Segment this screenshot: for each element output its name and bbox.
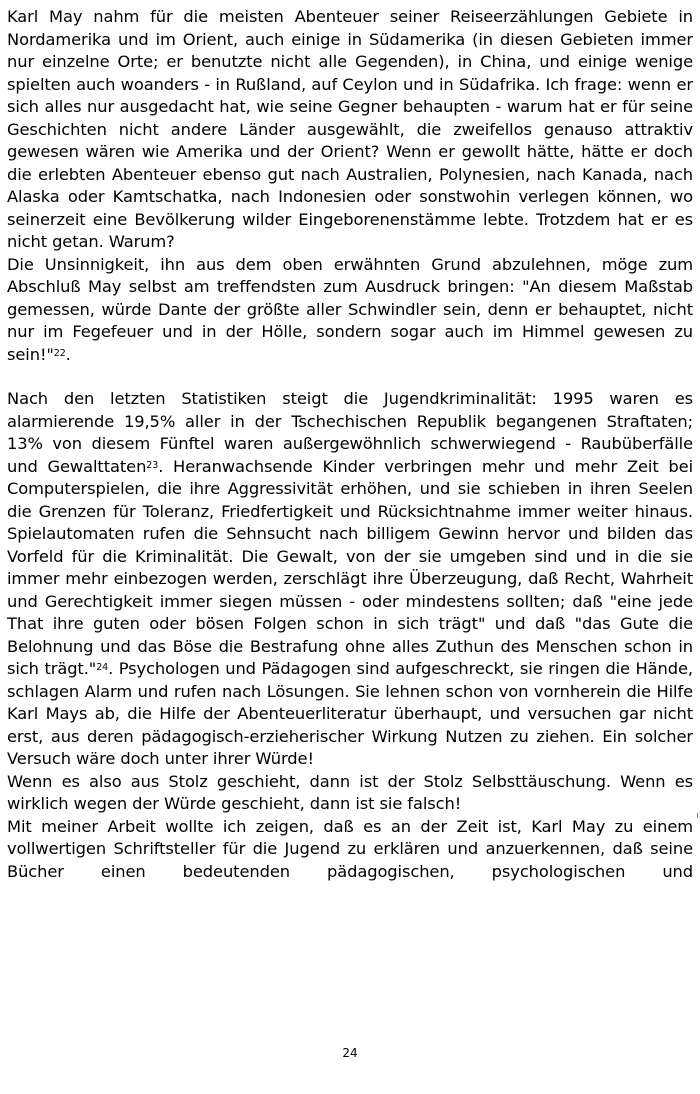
paragraph-5: Mit meiner Arbeit wollte ich zeigen, daß es an der Zeit ist, Karl May zu einem vollwertigen Schriftsteller für die Jugend zu erklären und anzuerkennen, daß seine Bücher einen bedeutenden pädagogischen, psychologischen und bbox=[7, 816, 693, 881]
paragraph-3 bbox=[7, 388, 693, 771]
page-number: 24 bbox=[342, 1046, 358, 1060]
footnote-ref-22: 22 bbox=[53, 347, 66, 359]
paragraph-4: Wenn es also aus Stolz geschieht, dann ist der Stolz Selbsttäuschung. Wenn es wirklich wegen der Würde geschieht, dann ist sie falsch! bbox=[7, 771, 693, 813]
paragraph-1: Karl May nahm für die meisten Abenteuer seiner Reiseerzählungen Gebiete in Nordamerika und im Orient, auch einige in Südamerika (in diesen Gebieten immer nur einzelne Orte; er benutzte nicht alle Gegenden), in China, und einige wenige spielten auch woanders - in Rußland, auf Ceylon und in Südafrika. Ich frage: wenn er sich alles nur ausgedacht hat, wie seine Gegner behaupten - warum hat er für seine Geschichten nicht andere Länder ausgewählt, die zweifellos genauso attraktiv gewesen wären wie Amerika und der Orient? Wenn er gewollt hätte, hätte er doch die erlebten Abenteuer ebenso gut nach Australien, Polynesien, nach Kanada, nach Alaska oder Kamtschatka, nach Indonesien oder sonstwohin verlegen können, wo seinerzeit eine Bevölkerung wilder Eingeborenenstämme lebte. Trotzdem hat er es nicht getan. Warum? bbox=[7, 7, 693, 251]
paragraph-2-text: Die Unsinnigkeit, ihn aus dem oben erwähnten Grund abzulehnen, möge zum Abschluß May selbst am treffendsten zum Ausdruck bringen: "An diesem Maßstab gemessen, würde Dante der größte aller Schwindler sein, denn er behauptet, nicht nur im Fegefeuer und in der Hölle, sondern sogar auch im Himmel gewesen zu sein!" bbox=[7, 254, 693, 364]
paragraph-gap bbox=[7, 366, 693, 388]
paragraph-3-text-a: Nach den letzten Statistiken steigt die Jugendkriminalität: 1995 waren es alarmierende 19,5% aller in der Tschechischen Republik begangenen Straftaten; 13% von diesem Fünftel waren außergewöhnlich schwerwiegend - Raubüberfälle und Gewalttaten bbox=[7, 389, 693, 476]
scan-edge-mark bbox=[697, 813, 698, 818]
paragraph-2 bbox=[7, 254, 693, 367]
paragraph-3-text-b: . Heranwachsende Kinder verbringen mehr und mehr Zeit bei Computerspielen, die ihre Aggressivität erhöhen, und sie schieben in ihren Seelen die Grenzen für Toleranz, Friedfertigkeit und Rücksichtnahme immer weiter hinaus. Spielautomaten rufen die Sehnsucht nach billigem Gewinn hervor und bilden das Vorfeld für die Kriminalität. Die Gewalt, von der sie umgeben sind und in die sie immer mehr einbezogen werden, zerschlägt ihre Überzeugung, daß Recht, Wahrheit und Gerechtigkeit immer siegen müssen - oder mindestens sollten; daß "eine jede That ihre guten oder bösen Folgen schon in sich trägt" und daß "das Gute die Belohnung und das Böse die Bestrafung ohne alles Zuthun des Menschen schon in sich trägt." bbox=[7, 456, 693, 678]
paragraph-2-end: . bbox=[65, 344, 71, 364]
document-body bbox=[7, 6, 693, 883]
paragraph-3-text-c: . Psychologen und Pädagogen sind aufgeschreckt, sie ringen die Hände, schlagen Alarm und rufen nach Lösungen. Sie lehnen schon von vornherein die Hilfe Karl Mays ab, die Hilfe der Abenteuerliteratur überhaupt, und versuchen gar nicht erst, aus deren pädagogisch-erzieherischer Wirkung Nutzen zu ziehen. Ein solcher Versuch wäre doch unter ihrer Würde! bbox=[7, 659, 693, 768]
footnote-ref-23: 23 bbox=[146, 459, 159, 471]
footnote-ref-24: 24 bbox=[96, 662, 109, 673]
